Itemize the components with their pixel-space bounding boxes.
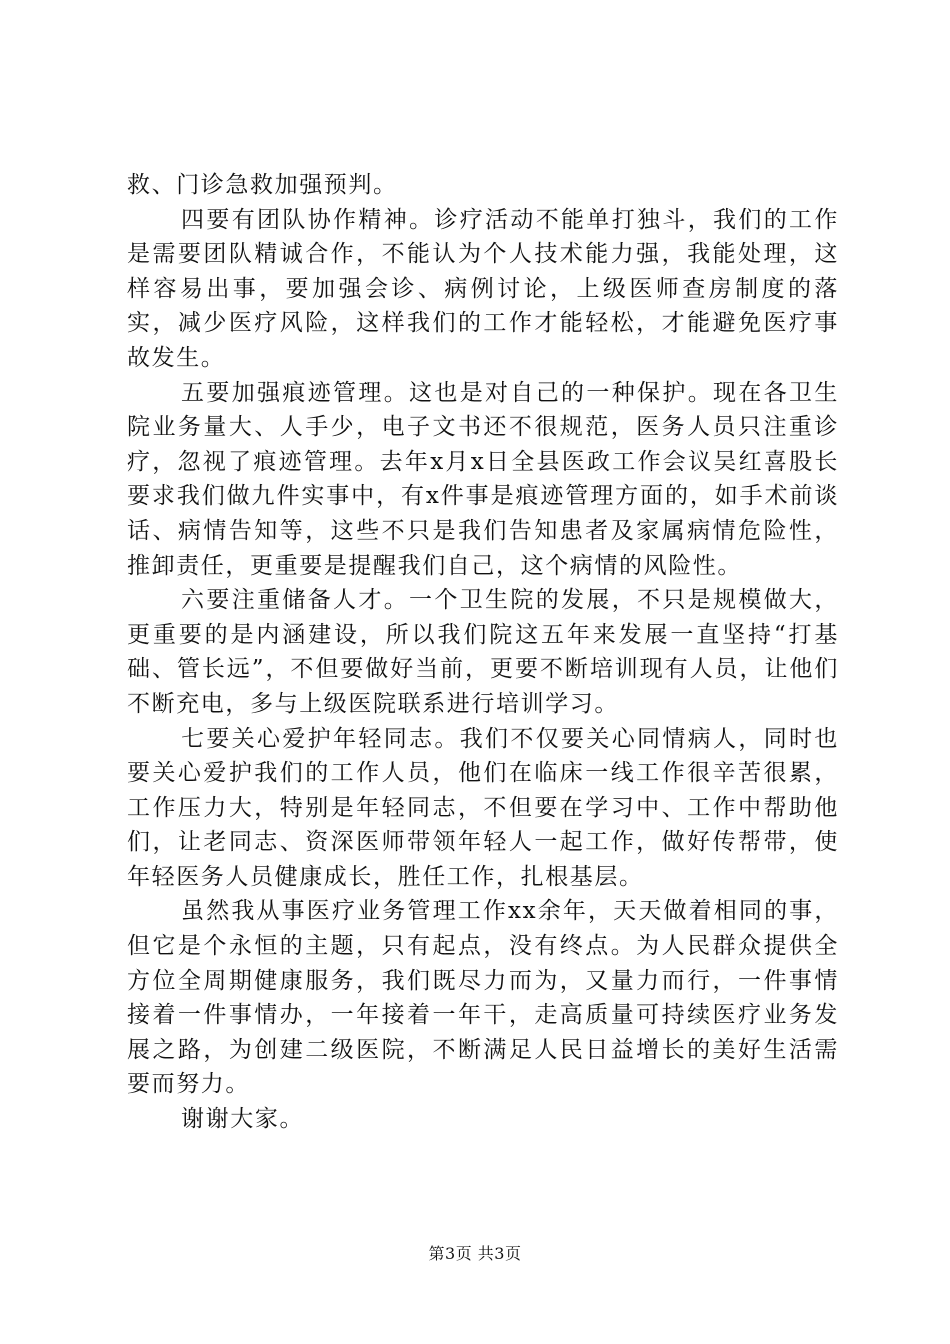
paragraph-thanks: 谢谢大家。 [181, 1106, 305, 1133]
paragraph-continuation: 救、门诊急救加强预判。 [127, 172, 398, 198]
paragraph-talent-reserve: 六要注重储备人才。一个卫生院的发展，不只是规模做大，更重要的是内涵建设，所以我们院这五年来发展一直坚持“打基础、管长远”，不但要做好当前，更要不断培训现有人员，让他们不断充电，多与上级医院联系进行培训学习。 [127, 587, 839, 717]
document-body [127, 168, 839, 1137]
paragraph-young-staff: 七要关心爱护年轻同志。我们不仅要关心同情病人，同时也要关心爱护我们的工作人员，他们在临床一线工作很辛苦很累，工作压力大，特别是年轻同志，不但要在学习中、工作中帮助他们，让老同志、资深医师带领年轻人一起工作，做好传帮带，使年轻医务人员健康成长，胜任工作，扎根基层。 [127, 725, 839, 890]
paragraph-records-management: 五要加强痕迹管理。这也是对自己的一种保护。现在各卫生院业务量大、人手少，电子文书还不很规范，医务人员只注重诊疗，忽视了痕迹管理。去年x月x日全县医政工作会议吴红喜股长要求我们做九件实事中，有x件事是痕迹管理方面的，如手术前谈话、病情告知等，这些不只是我们告知患者及家属病情危险性，推卸责任，更重要是提醒我们自己，这个病情的风险性。 [127, 379, 839, 579]
page-number-footer: 第3页 共3页 [428, 1244, 522, 1263]
paragraph-conclusion: 虽然我从事医疗业务管理工作xx余年，天天做着相同的事，但它是个永恒的主题，只有起点，没有终点。为人民群众提供全方位全周期健康服务，我们既尽力而为，又量力而行，一件事情接着一件事情办，一年接着一年干，走高质量可持续医疗业务发展之路，为创建二级医院，不断满足人民日益增长的美好生活需要而努力。 [127, 898, 839, 1098]
paragraph-teamwork: 四要有团队协作精神。诊疗活动不能单打独斗，我们的工作是需要团队精诚合作，不能认为个人技术能力强，我能处理，这样容易出事，要加强会诊、病例讨论，上级医师查房制度的落实，减少医疗风险，这样我们的工作才能轻松，才能避免医疗事故发生。 [127, 206, 839, 371]
